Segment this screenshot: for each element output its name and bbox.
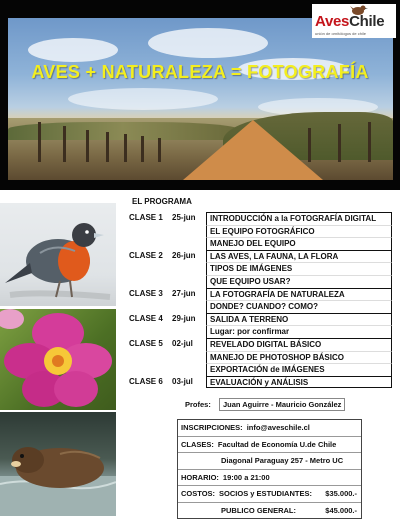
- info-row-costos-publico: PUBLICO GENERAL: $45.000.-: [178, 503, 361, 519]
- class-number: [126, 300, 170, 313]
- class-number: [126, 275, 170, 288]
- logo-wordmark: AvesChile: [315, 13, 385, 30]
- class-number: CLASE 6: [129, 376, 163, 386]
- class-date: 27-jun: [172, 288, 196, 298]
- class-number: [126, 237, 170, 250]
- class-topic: EVALUACIÓN y ANÁLISIS: [206, 376, 392, 389]
- class-topic: LA FOTOGRAFÍA DE NATURALEZA: [206, 288, 392, 301]
- class-date: [170, 237, 206, 250]
- info-row-direccion: Diagonal Paraguay 257 - Metro UC: [178, 453, 361, 470]
- program-row: [126, 262, 392, 275]
- class-number: [126, 363, 170, 376]
- program-row: [126, 288, 392, 301]
- class-topic: EL EQUIPO FOTOGRÁFICO: [206, 225, 392, 238]
- class-date: [170, 363, 206, 376]
- program-row: [126, 225, 392, 238]
- program-row: [126, 376, 392, 389]
- class-topic: DONDE? CUANDO? COMO?: [206, 300, 392, 313]
- program-row: [126, 237, 392, 250]
- teachers-names: Juan Aguirre - Mauricio González: [219, 398, 346, 411]
- class-topic: LAS AVES, LA FAUNA, LA FLORA: [206, 250, 392, 263]
- program-row: [126, 250, 392, 263]
- class-date: [170, 300, 206, 313]
- header-banner: [0, 0, 400, 190]
- class-number: CLASE 1: [129, 213, 163, 222]
- class-date: 26-jun: [172, 250, 196, 260]
- class-topic: MANEJO DEL EQUIPO: [206, 237, 392, 250]
- class-topic: Lugar: por confirmar: [206, 325, 392, 338]
- class-topic: MANEJO DE PHOTOSHOP BÁSICO: [206, 351, 392, 364]
- class-topic: SALIDA A TERRENO: [206, 313, 392, 326]
- email-link[interactable]: info@aveschile.cl: [246, 423, 310, 432]
- class-number: [126, 351, 170, 364]
- class-number: CLASE 4: [129, 313, 163, 323]
- info-row-clases: CLASES: Facultad de Economía U.de Chile: [178, 437, 361, 454]
- class-date: [170, 325, 206, 338]
- teachers-label: Profes:: [185, 400, 211, 409]
- class-date: [170, 262, 206, 275]
- info-row-costos-socios: COSTOS: SOCIOS y ESTUDIANTES: $35.000.-: [178, 486, 361, 503]
- program-title: EL PROGRAMA: [132, 197, 192, 206]
- info-row-horario: HORARIO: 19:00 a 21:00: [178, 470, 361, 487]
- class-topic: QUE EQUIPO USAR?: [206, 275, 392, 288]
- class-topic: INTRODUCCIÓN a la FOTOGRAFÍA DIGITAL: [206, 212, 392, 225]
- aveschile-logo[interactable]: [312, 4, 396, 38]
- banner-title: AVES + NATURALEZA = FOTOGRAFÍA: [31, 62, 369, 82]
- class-topic: TIPOS DE IMÁGENES: [206, 262, 392, 275]
- program-row: [126, 363, 392, 376]
- program-row: [126, 275, 392, 288]
- program-row: [126, 351, 392, 364]
- socios-price: $35.000.-: [325, 489, 357, 498]
- class-date: 25-jun: [172, 213, 196, 222]
- program-row: [126, 300, 392, 313]
- landscape-photo: [8, 18, 393, 180]
- class-date: 02-jul: [172, 338, 193, 348]
- program-row: [126, 338, 392, 351]
- class-number: CLASE 3: [129, 288, 163, 298]
- info-box: [177, 419, 362, 519]
- class-number: CLASE 2: [129, 250, 163, 260]
- class-date: [170, 275, 206, 288]
- program-row: [126, 325, 392, 338]
- bird-photo: [0, 203, 116, 306]
- program-row: [126, 212, 392, 225]
- logo-subtitle: unión de ornitólogos de chile: [315, 31, 366, 36]
- class-date: [170, 351, 206, 364]
- info-row-inscripciones: INSCRIPCIONES: info@aveschile.cl: [178, 420, 361, 437]
- class-date: 29-jun: [172, 313, 196, 323]
- flower-photo: [0, 309, 116, 410]
- publico-price: $45.000.-: [325, 505, 357, 515]
- class-number: [126, 262, 170, 275]
- class-number: [126, 225, 170, 238]
- class-topic: EXPORTACIÓN de IMÁGENES: [206, 363, 392, 376]
- program-row: [126, 313, 392, 326]
- class-topic: REVELADO DIGITAL BÁSICO: [206, 338, 392, 351]
- program-table: [126, 212, 392, 388]
- class-date: 03-jul: [172, 376, 193, 386]
- teachers-line: [185, 400, 345, 409]
- nutria-photo: [0, 412, 116, 516]
- class-number: [126, 325, 170, 338]
- class-number: CLASE 5: [129, 338, 163, 348]
- class-date: [170, 225, 206, 238]
